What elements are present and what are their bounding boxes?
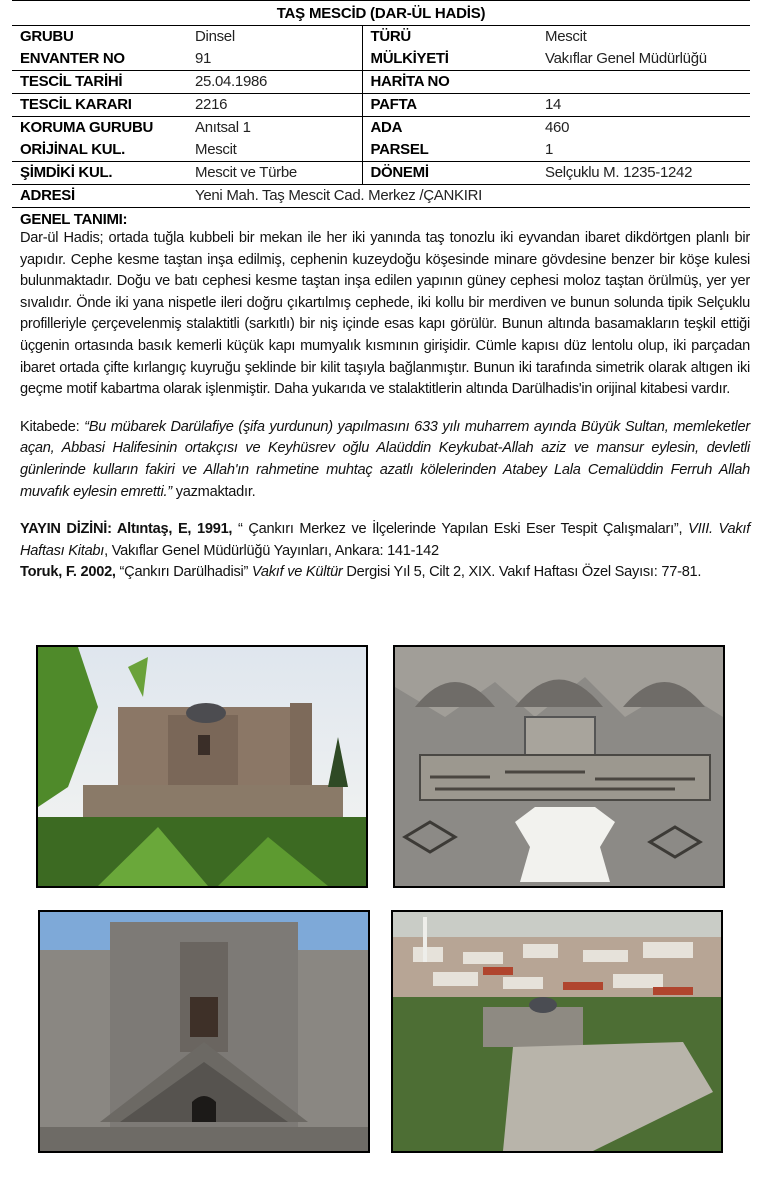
field-label: PARSEL: [362, 139, 537, 162]
field-label: GRUBU: [20, 28, 74, 45]
field-label: ENVANTER NO: [12, 48, 187, 71]
page-title: TAŞ MESCİD (DAR-ÜL HADİS): [12, 0, 750, 26]
field-value: 25.04.1986: [187, 71, 362, 94]
reference-author: Toruk, F. 2002,: [20, 564, 116, 581]
address-label: ADRESİ: [12, 185, 187, 208]
table-row: [12, 48, 750, 71]
reference-source: VIII. Vakıf Haftası Kitabı: [20, 521, 751, 559]
reference-2: [20, 562, 750, 584]
table-row: [12, 185, 750, 208]
field-value: Mescit: [187, 139, 362, 162]
table-row: [12, 162, 750, 185]
field-value: Vakıflar Genel Müdürlüğü: [537, 48, 750, 71]
field-label: ADA: [370, 119, 403, 136]
field-label: TESCİL KARARI: [12, 94, 187, 117]
reference-1: [20, 519, 750, 562]
reference-author: Altıntaş, E, 1991,: [111, 521, 233, 538]
field-label: KORUMA GURUBU: [20, 119, 154, 136]
reference-source: Vakıf ve Kültür: [248, 564, 343, 581]
table-row: [12, 117, 750, 140]
address-value: Yeni Mah. Taş Mescit Cad. Merkez /ÇANKIRI: [187, 185, 750, 208]
inscription-paragraph: [20, 417, 750, 503]
table-row: [12, 139, 750, 162]
field-label: DÖNEMİ: [362, 162, 537, 185]
field-value: Mescit ve Türbe: [187, 162, 362, 185]
field-label: ŞİMDİKİ KUL.: [12, 162, 187, 185]
photo-inscription-detail: [393, 645, 725, 888]
reference-details: , Vakıflar Genel Müdürlüğü Yayınları, Ankara: 141-142: [104, 542, 439, 559]
photo-exterior-view: [36, 645, 368, 888]
field-value: [537, 71, 750, 94]
inscription-quote: “Bu mübarek Darülafiye (şifa yurdunun) yapılmasını 633 yılı muharrem ayında Büyük Sultan, memleketler açan, Abbasi Halifesinin ortakçısı ve Keyhüsrev oğlu Alaüddin Keykubat-Allah aziz ve mansur eylesin, devletli günlerinde kulların fakiri ve Allah'ın rahmetine muhtaç azatlı kölelerinden Atabey Lala Cemalüddin Ferruh Allah muvafık eylesin emretti.”: [20, 418, 750, 500]
field-value: Anıtsal 1: [187, 117, 362, 140]
field-label: TÜRÜ: [370, 28, 411, 45]
field-label: HARİTA NO: [362, 71, 537, 94]
field-value: 2216: [187, 94, 362, 117]
general-description-text: Dar-ül Hadis; ortada tuğla kubbeli bir mekan ile her iki yanında taş tonozlu iki eyvandan ibaret dikdörtgen planlı bir yapıdır. Cephe kesme taştan inşa edilmiş, cephenin kuzeydoğu köşesinde minare gövdesine benzer bir köşe kulesi bulunmaktadır. Doğu ve batı cephesi kesme taştan inşa edilen yapının güney cephesi moloz taştan örülmüş, yer yer sıvalıdır. Önde iki yana nispetle ileri doğru çıkartılmış cephede, iki kollu bir merdiven ve bunun solunda tipik Selçuklu profilleriyle çerçevelenmiş stalaktitli (sarkıtlı) bir niş içinde esas kapı görülür. Bunun altında basamakların teşkil ettiği üçgenin ortasında basık kemerli küçük kapı mumyalık kısmının girişidir. Cümle kapısı düz lentolu olup, iki parçadan ibaret ortada çifte kırlangıç kuyruğu şeklinde bir kilit taşıyla bağlanmıştır. Bunun iki tarafında simetrik olarak altıgen iki geçme motif kabartma olarak işlenmiştir. Daha yukarıda ve stalaktitlerin altında Darülhadis'in orijinal kitabesi vardır.: [20, 230, 750, 398]
photo-town-overview: [391, 910, 723, 1153]
inventory-table: [12, 26, 750, 208]
field-value: 91: [187, 48, 362, 71]
bibliography-label: YAYIN DİZİNİ:: [20, 521, 112, 538]
field-value: 460: [545, 119, 570, 136]
table-row: [12, 71, 750, 94]
photo-inscription-image: [395, 647, 723, 886]
photo-facade: [38, 910, 370, 1153]
field-value: 1: [537, 139, 750, 162]
field-label: TESCİL TARİHİ: [12, 71, 187, 94]
document-sheet: [12, 0, 750, 584]
table-row: [12, 26, 750, 48]
reference-title: “Çankırı Darülhadisi”: [115, 564, 249, 581]
table-row: [12, 94, 750, 117]
reference-title: “ Çankırı Merkez ve İlçelerinde Yapılan Eski Eser Tespit Çalışmaları”,: [232, 521, 683, 538]
inscription-tail: yazmaktadır.: [171, 483, 256, 500]
field-label: ORİJİNAL KUL.: [12, 139, 187, 162]
field-value: Mescit: [545, 28, 587, 45]
photo-facade-image: [40, 912, 368, 1151]
field-value: 14: [537, 94, 750, 117]
field-value: Dinsel: [187, 26, 362, 48]
inscription-label: Kitabede:: [20, 418, 80, 435]
photo-town-image: [393, 912, 721, 1151]
field-label: PAFTA: [362, 94, 537, 117]
field-value: Selçuklu M. 1235-1242: [537, 162, 750, 185]
photo-exterior-image: [38, 647, 366, 886]
field-label: MÜLKİYETİ: [362, 48, 537, 71]
general-description-heading: GENEL TANIMI:: [20, 211, 128, 228]
reference-details: Dergisi Yıl 5, Cilt 2, XIX. Vakıf Haftası Özel Sayısı: 77-81.: [342, 564, 702, 581]
